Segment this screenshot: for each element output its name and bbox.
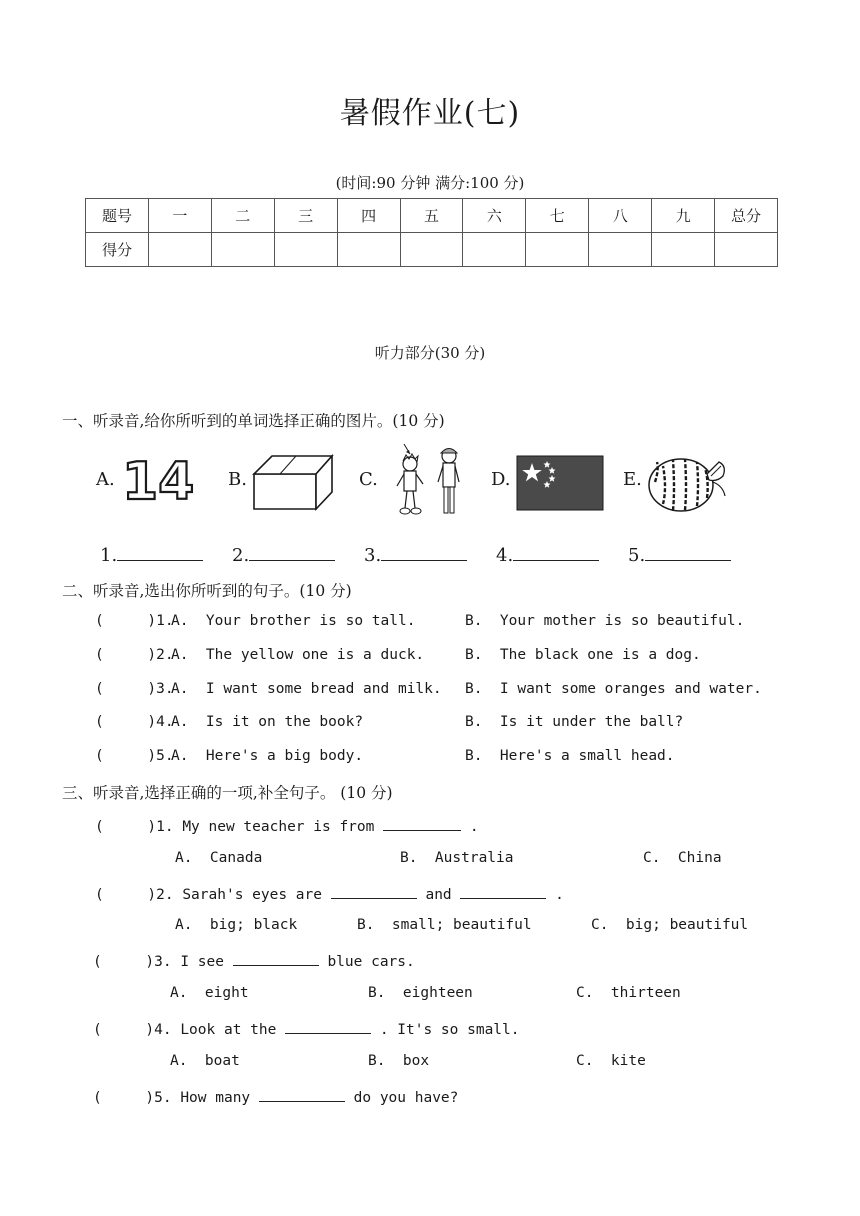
part3-q4-option-a: A. boat <box>170 1053 240 1069</box>
score-column-6: 六 <box>463 199 526 233</box>
part2-q5-option-b: B. Here's a small head. <box>465 748 675 764</box>
score-cell[interactable] <box>652 233 715 267</box>
part3-q5-paren[interactable]: ( )5. <box>93 1090 172 1106</box>
score-table <box>85 198 778 267</box>
part3-q2-option-a: A. big; black <box>175 917 298 933</box>
picture-label-c: C. <box>359 469 378 490</box>
part3-q5: ( )5. How many do you have? <box>93 1087 458 1106</box>
part2-q4-option-a: A. Is it on the book? <box>171 714 364 730</box>
part3-q3-option-b: B. eighteen <box>368 985 473 1001</box>
part3-q2-option-b: B. small; beautiful <box>357 917 532 933</box>
part3-q3: ( )3. I see blue cars. <box>93 951 415 970</box>
part2-q5-paren[interactable]: ( )5. <box>95 748 174 764</box>
picture-label-a: A. <box>96 469 115 490</box>
score-cell[interactable] <box>463 233 526 267</box>
part2-q3-option-a: A. I want some bread and milk. <box>171 681 442 697</box>
box-icon <box>250 452 335 512</box>
part2-q3-paren[interactable]: ( )3. <box>95 681 174 697</box>
svg-text:14: 14 <box>122 453 195 505</box>
score-column-total: 总分 <box>715 199 778 233</box>
score-cell[interactable] <box>211 233 274 267</box>
answer-blank-2[interactable]: 2. <box>232 545 335 566</box>
watermelon-icon <box>645 452 730 514</box>
part2-q5-option-a: A. Here's a big body. <box>171 748 364 764</box>
part2-q1-paren[interactable]: ( )1. <box>95 613 174 629</box>
score-column-5: 五 <box>400 199 463 233</box>
fill-blank[interactable] <box>383 816 461 831</box>
score-column-2: 二 <box>211 199 274 233</box>
picture-label-d: D. <box>491 469 511 490</box>
score-table-header-label: 题号 <box>86 199 149 233</box>
part3-q1: ( )1. My new teacher is from . <box>95 816 479 835</box>
score-cell[interactable] <box>526 233 589 267</box>
score-column-8: 八 <box>589 199 652 233</box>
score-column-9: 九 <box>652 199 715 233</box>
part3-q1-paren[interactable]: ( )1. <box>95 819 174 835</box>
part3-q4-option-c: C. kite <box>576 1053 646 1069</box>
score-cell[interactable] <box>148 233 211 267</box>
score-table-header-row <box>86 199 778 233</box>
part3-q1-option-c: C. China <box>643 850 722 866</box>
part3-q3-paren[interactable]: ( )3. <box>93 954 172 970</box>
part1-heading: 一、听录音,给你所听到的单词选择正确的图片。(10 分) <box>62 412 445 430</box>
part3-heading: 三、听录音,选择正确的一项,补全句子。 (10 分) <box>62 784 393 802</box>
part3-q2: ( )2. Sarah's eyes are and . <box>95 884 564 903</box>
part3-q4-option-b: B. box <box>368 1053 430 1069</box>
score-column-4: 四 <box>337 199 400 233</box>
part3-q1-option-a: A. Canada <box>175 850 263 866</box>
fill-blank[interactable] <box>331 884 417 899</box>
score-table-score-row <box>86 233 778 267</box>
page-title: 暑假作业(七) <box>339 96 521 131</box>
score-cell[interactable] <box>337 233 400 267</box>
picture-label-e: E. <box>623 469 642 490</box>
part2-q1-option-a: A. Your brother is so tall. <box>171 613 416 629</box>
part2-q1-option-b: B. Your mother is so beautiful. <box>465 613 745 629</box>
score-cell[interactable] <box>274 233 337 267</box>
part2-q2-option-a: A. The yellow one is a duck. <box>171 647 425 663</box>
answer-blank-5[interactable]: 5. <box>628 545 731 566</box>
two-children-icon <box>390 442 470 520</box>
fill-blank[interactable] <box>259 1087 345 1102</box>
answer-blank-3[interactable]: 3. <box>364 545 467 566</box>
part2-q4-option-b: B. Is it under the ball? <box>465 714 684 730</box>
part2-heading: 二、听录音,选出你所听到的句子。(10 分) <box>62 582 352 600</box>
fill-blank[interactable] <box>233 951 319 966</box>
part3-q3-option-c: C. thirteen <box>576 985 681 1001</box>
score-cell[interactable] <box>400 233 463 267</box>
china-flag-icon <box>516 455 604 511</box>
answer-blank-4[interactable]: 4. <box>496 545 599 566</box>
part2-q2-option-b: B. The black one is a dog. <box>465 647 701 663</box>
part3-q1-option-b: B. Australia <box>400 850 514 866</box>
answer-blank-1[interactable]: 1. <box>100 545 203 566</box>
score-column-1: 一 <box>148 199 211 233</box>
picture-label-b: B. <box>228 469 247 490</box>
number-14-icon <box>120 453 202 505</box>
part3-q2-option-c: C. big; beautiful <box>591 917 749 933</box>
score-column-3: 三 <box>274 199 337 233</box>
fill-blank[interactable] <box>460 884 546 899</box>
part2-q2-paren[interactable]: ( )2. <box>95 647 174 663</box>
part3-q4-paren[interactable]: ( )4. <box>93 1022 172 1038</box>
part2-q3-option-b: B. I want some oranges and water. <box>465 681 762 697</box>
time-score-info: (时间:90 分钟 满分:100 分) <box>335 174 525 192</box>
score-column-7: 七 <box>526 199 589 233</box>
part2-q4-paren[interactable]: ( )4. <box>95 714 174 730</box>
score-table-row-label: 得分 <box>86 233 149 267</box>
score-cell[interactable] <box>589 233 652 267</box>
part3-q4: ( )4. Look at the . It's so small. <box>93 1019 520 1038</box>
part3-q2-paren[interactable]: ( )2. <box>95 887 174 903</box>
fill-blank[interactable] <box>285 1019 371 1034</box>
part3-q3-option-a: A. eight <box>170 985 249 1001</box>
listening-section-title: 听力部分(30 分) <box>374 344 486 362</box>
score-cell[interactable] <box>715 233 778 267</box>
